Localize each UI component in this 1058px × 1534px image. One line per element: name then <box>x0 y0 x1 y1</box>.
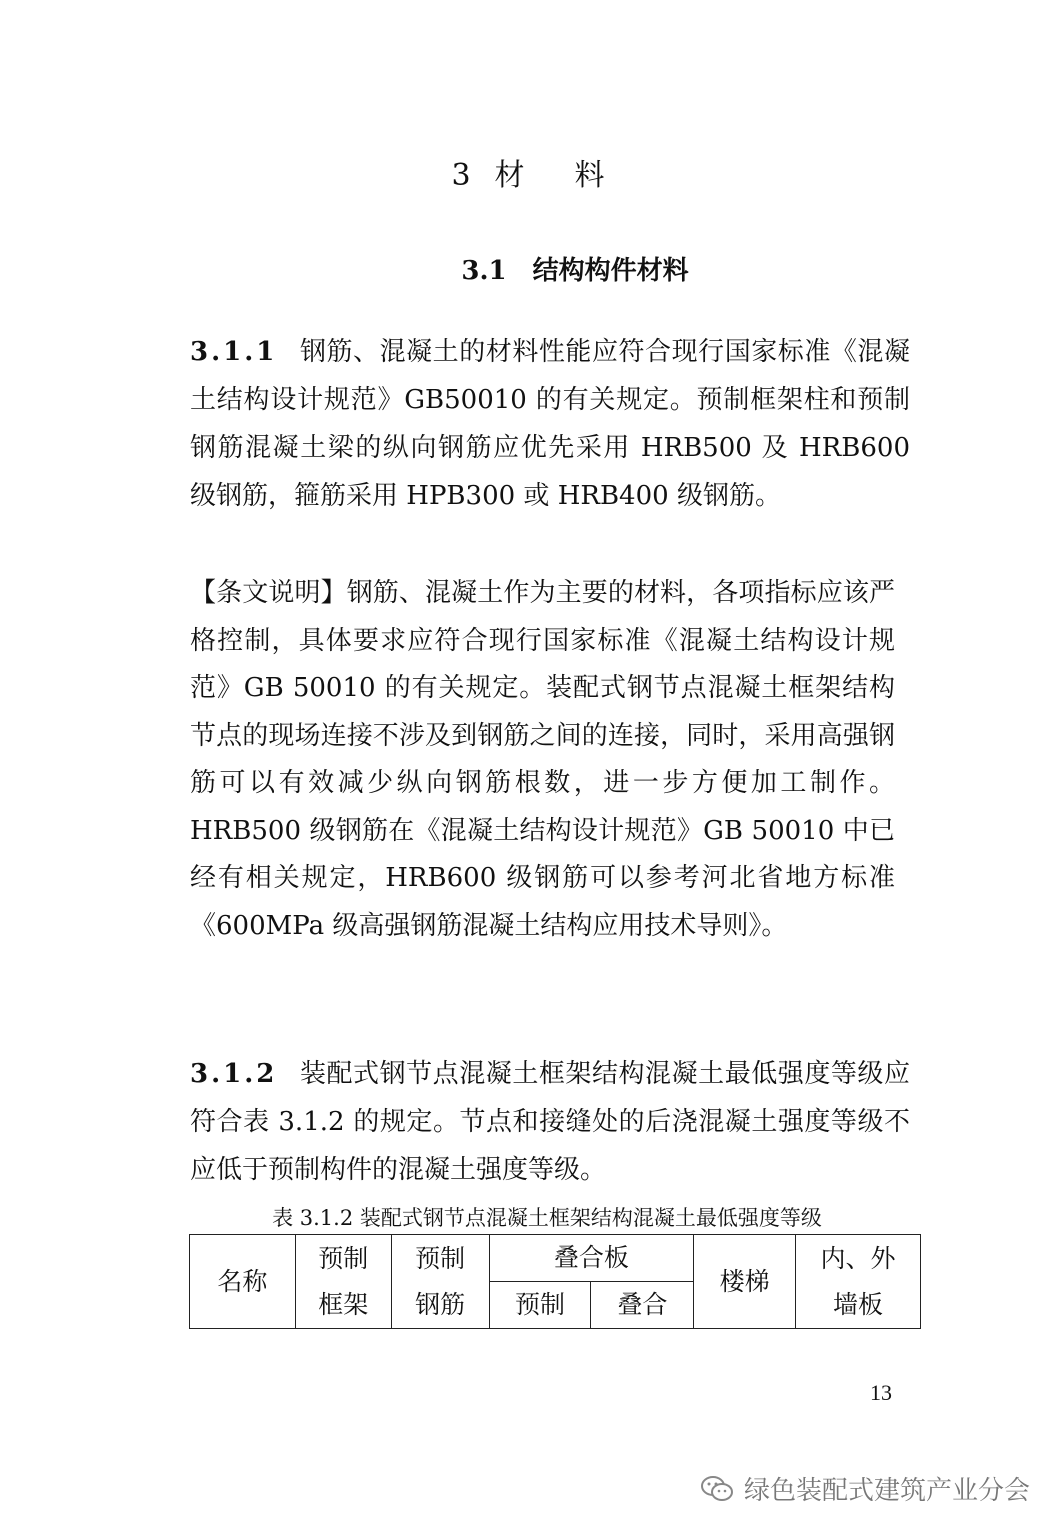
header-precast-frame <box>295 1235 391 1329</box>
chapter-number: 3 <box>451 158 473 193</box>
header-composite-slab: 叠合板 <box>489 1235 694 1282</box>
header-stairs: 楼梯 <box>694 1235 796 1329</box>
clause-number: 3.1.2 <box>190 1059 278 1089</box>
wechat-icon <box>700 1474 734 1504</box>
header-wall-panel <box>796 1235 921 1329</box>
clause-3-1-1 <box>190 328 910 520</box>
explanation-label: 【条文说明】 <box>190 578 347 608</box>
header-precast-rebar <box>391 1235 489 1329</box>
section-title <box>0 250 1058 287</box>
watermark <box>700 1470 1030 1507</box>
watermark-text: 绿色装配式建筑产业分会 <box>744 1476 1031 1506</box>
chapter-title-part-1: 材 <box>494 158 527 193</box>
header-precast-frame-line-1: 预制 <box>318 1243 369 1273</box>
clause-3-1-2 <box>190 1050 910 1194</box>
header-name: 名称 <box>190 1235 296 1329</box>
chapter-title-part-2: 料 <box>574 158 607 193</box>
header-precast-frame-line-2: 框架 <box>318 1289 369 1319</box>
explanation-text: 钢筋、混凝土作为主要的材料，各项指标应该严格控制，具体要求应符合现行国家标准《混凝土结构设计规范》GB 50010 的有关规定。装配式钢节点混凝土框架结构节点的现场连接不涉及到钢筋之间的连接，同时，采用高强钢筋可以有效减少纵向钢筋根数，进一步方便加工制作。HRB500 级钢筋在《混凝土结构设计规范》GB 50010 中已经有相关规定，HRB600 级钢筋可以参考河北省地方标准《600MPa 级高强钢筋混凝土结构应用技术导则》。 <box>190 578 895 941</box>
strength-grade-table <box>189 1234 921 1329</box>
section-number: 3.1 <box>461 256 507 286</box>
page-number: 13 <box>870 1380 892 1405</box>
header-wall-panel-line-2: 墙板 <box>833 1289 884 1319</box>
header-precast-rebar-line-2: 钢筋 <box>415 1289 466 1319</box>
header-wall-panel-line-1: 内、外 <box>820 1243 896 1273</box>
clause-explanation <box>190 570 895 950</box>
chapter-title <box>0 150 1058 194</box>
clause-text: 钢筋、混凝土的材料性能应符合现行国家标准《混凝土结构设计规范》GB50010 的有关规定。预制框架柱和预制钢筋混凝土梁的纵向钢筋应优先采用 HRB500 及 HRB600 级钢筋，箍筋采用 HPB300 或 HRB400 级钢筋。 <box>190 337 910 511</box>
header-precast-rebar-line-1: 预制 <box>415 1243 466 1273</box>
header-slab-precast: 预制 <box>489 1282 591 1329</box>
section-title-text: 结构构件材料 <box>532 256 689 286</box>
clause-number: 3.1.1 <box>190 337 278 367</box>
header-slab-composite: 叠合 <box>591 1282 694 1329</box>
table-header-row-1 <box>190 1235 921 1282</box>
table-caption: 表 3.1.2 装配式钢节点混凝土框架结构混凝土最低强度等级 <box>272 1206 822 1230</box>
clause-text: 装配式钢节点混凝土框架结构混凝土最低强度等级应符合表 3.1.2 的规定。节点和接缝处的后浇混凝土强度等级不应低于预制构件的混凝土强度等级。 <box>190 1059 910 1185</box>
